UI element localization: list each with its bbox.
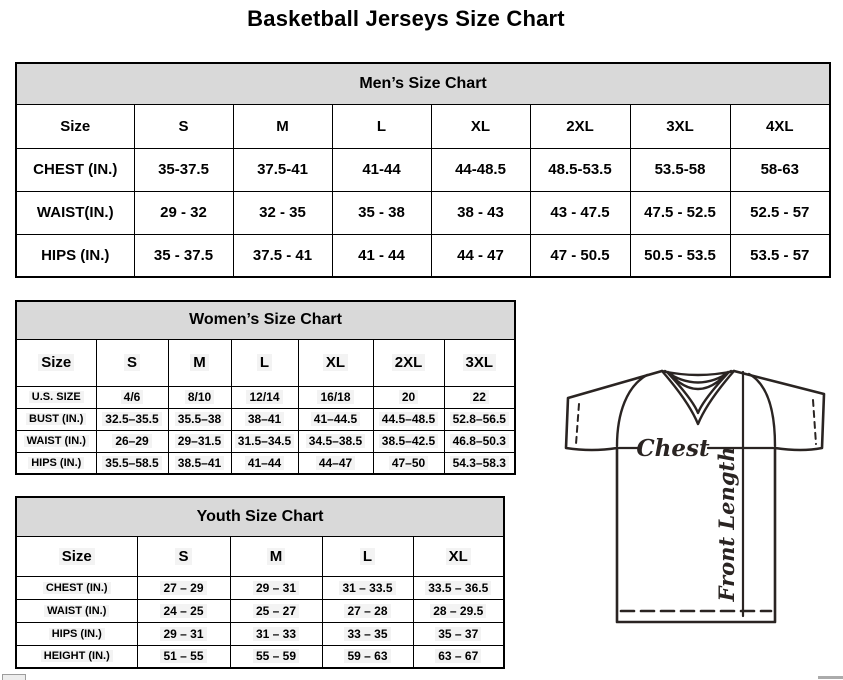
table-cell: 44–47 [298, 452, 373, 474]
table-cell: 31 – 33.5 [322, 576, 413, 599]
table-cell: 4/6 [96, 386, 168, 408]
table-cell: 41–44.5 [298, 408, 373, 430]
table-cell: 32 - 35 [233, 191, 332, 234]
table-cell: 33 – 35 [322, 622, 413, 645]
table-cell: 58-63 [730, 148, 830, 191]
table-row [16, 622, 504, 645]
table-cell: 27 – 29 [137, 576, 230, 599]
size-corner-header: Size [16, 536, 137, 576]
table-cell: 44 - 47 [431, 234, 530, 277]
table-cell: 38 - 43 [431, 191, 530, 234]
row-label: WAIST (IN.) [16, 599, 137, 622]
table-cell: 48.5-53.5 [530, 148, 630, 191]
table-cell: 25 – 27 [230, 599, 322, 622]
table-cell: 31.5–34.5 [231, 430, 298, 452]
jersey-collar [662, 371, 734, 424]
table-row [16, 430, 515, 452]
table-row [16, 191, 830, 234]
row-label: HEIGHT (IN.) [16, 645, 137, 668]
row-label: BUST (IN.) [16, 408, 96, 430]
table-cell: 47.5 - 52.5 [630, 191, 730, 234]
table-cell: 53.5-58 [630, 148, 730, 191]
table-cell: 8/10 [168, 386, 231, 408]
table-cell: 47 - 50.5 [530, 234, 630, 277]
column-header: XL [298, 339, 373, 386]
row-label: HIPS (IN.) [16, 622, 137, 645]
table-cell: 59 – 63 [322, 645, 413, 668]
table-cell: 47–50 [373, 452, 444, 474]
table-row [16, 234, 830, 277]
table-row [16, 148, 830, 191]
column-header: L [322, 536, 413, 576]
size-corner-header: Size [16, 104, 134, 148]
row-label: WAIST(IN.) [16, 191, 134, 234]
table-cell: 26–29 [96, 430, 168, 452]
row-label: CHEST (IN.) [16, 576, 137, 599]
womens-table-title: Women’s Size Chart [16, 301, 515, 339]
table-cell: 50.5 - 53.5 [630, 234, 730, 277]
table-title-row [16, 497, 504, 536]
table-cell: 44.5–48.5 [373, 408, 444, 430]
youth-table-title: Youth Size Chart [16, 497, 504, 536]
table-cell: 28 – 29.5 [413, 599, 504, 622]
front-length-label: Front Length [714, 446, 739, 602]
column-header-row [16, 104, 830, 148]
table-row [16, 645, 504, 668]
table-cell: 43 - 47.5 [530, 191, 630, 234]
table-row [16, 386, 515, 408]
column-header: XL [413, 536, 504, 576]
row-label: HIPS (IN.) [16, 452, 96, 474]
table-cell: 35 - 37.5 [134, 234, 233, 277]
table-row [16, 576, 504, 599]
column-header: 3XL [630, 104, 730, 148]
table-cell: 35.5–38 [168, 408, 231, 430]
table-cell: 22 [444, 386, 515, 408]
table-cell: 33.5 – 36.5 [413, 576, 504, 599]
row-label: HIPS (IN.) [16, 234, 134, 277]
table-cell: 27 – 28 [322, 599, 413, 622]
table-cell: 31 – 33 [230, 622, 322, 645]
table-cell: 63 – 67 [413, 645, 504, 668]
table-row [16, 452, 515, 474]
row-label: U.S. SIZE [16, 386, 96, 408]
table-cell: 34.5–38.5 [298, 430, 373, 452]
table-row [16, 408, 515, 430]
table-cell: 29 – 31 [230, 576, 322, 599]
table-cell: 12/14 [231, 386, 298, 408]
table-cell: 44-48.5 [431, 148, 530, 191]
column-header: M [230, 536, 322, 576]
table-cell: 29–31.5 [168, 430, 231, 452]
table-cell: 35-37.5 [134, 148, 233, 191]
column-header: XL [431, 104, 530, 148]
column-header: M [233, 104, 332, 148]
table-cell: 35 - 38 [332, 191, 431, 234]
table-cell: 37.5-41 [233, 148, 332, 191]
table-cell: 51 – 55 [137, 645, 230, 668]
jersey-measurement-diagram-icon [550, 358, 838, 628]
table-title-row [16, 301, 515, 339]
column-header: 4XL [730, 104, 830, 148]
horizontal-scrollbar-button[interactable] [2, 674, 26, 680]
row-label: CHEST (IN.) [16, 148, 134, 191]
table-cell: 38.5–42.5 [373, 430, 444, 452]
column-header: 2XL [373, 339, 444, 386]
mens-size-table [15, 62, 831, 278]
column-header-row [16, 339, 515, 386]
table-cell: 55 – 59 [230, 645, 322, 668]
chest-label: Chest [636, 435, 710, 462]
mens-table-title: Men’s Size Chart [16, 63, 830, 104]
table-cell: 41–44 [231, 452, 298, 474]
table-cell: 38–41 [231, 408, 298, 430]
youth-size-table [15, 496, 505, 669]
column-header: S [96, 339, 168, 386]
column-header: L [332, 104, 431, 148]
table-cell: 41 - 44 [332, 234, 431, 277]
table-cell: 54.3–58.3 [444, 452, 515, 474]
column-header: L [231, 339, 298, 386]
page-title: Basketball Jerseys Size Chart [247, 6, 565, 31]
column-header: M [168, 339, 231, 386]
table-row [16, 599, 504, 622]
table-cell: 52.5 - 57 [730, 191, 830, 234]
table-cell: 38.5–41 [168, 452, 231, 474]
table-cell: 35.5–58.5 [96, 452, 168, 474]
column-header: 2XL [530, 104, 630, 148]
table-cell: 52.8–56.5 [444, 408, 515, 430]
row-label: WAIST (IN.) [16, 430, 96, 452]
table-cell: 20 [373, 386, 444, 408]
column-header: 3XL [444, 339, 515, 386]
womens-size-table [15, 300, 516, 475]
column-header: S [137, 536, 230, 576]
table-cell: 29 - 32 [134, 191, 233, 234]
table-cell: 24 – 25 [137, 599, 230, 622]
table-cell: 41-44 [332, 148, 431, 191]
table-cell: 16/18 [298, 386, 373, 408]
table-cell: 53.5 - 57 [730, 234, 830, 277]
table-cell: 46.8–50.3 [444, 430, 515, 452]
table-cell: 37.5 - 41 [233, 234, 332, 277]
table-cell: 32.5–35.5 [96, 408, 168, 430]
table-cell: 29 – 31 [137, 622, 230, 645]
column-header-row [16, 536, 504, 576]
column-header: S [134, 104, 233, 148]
table-title-row [16, 63, 830, 104]
table-cell: 35 – 37 [413, 622, 504, 645]
size-corner-header: Size [16, 339, 96, 386]
